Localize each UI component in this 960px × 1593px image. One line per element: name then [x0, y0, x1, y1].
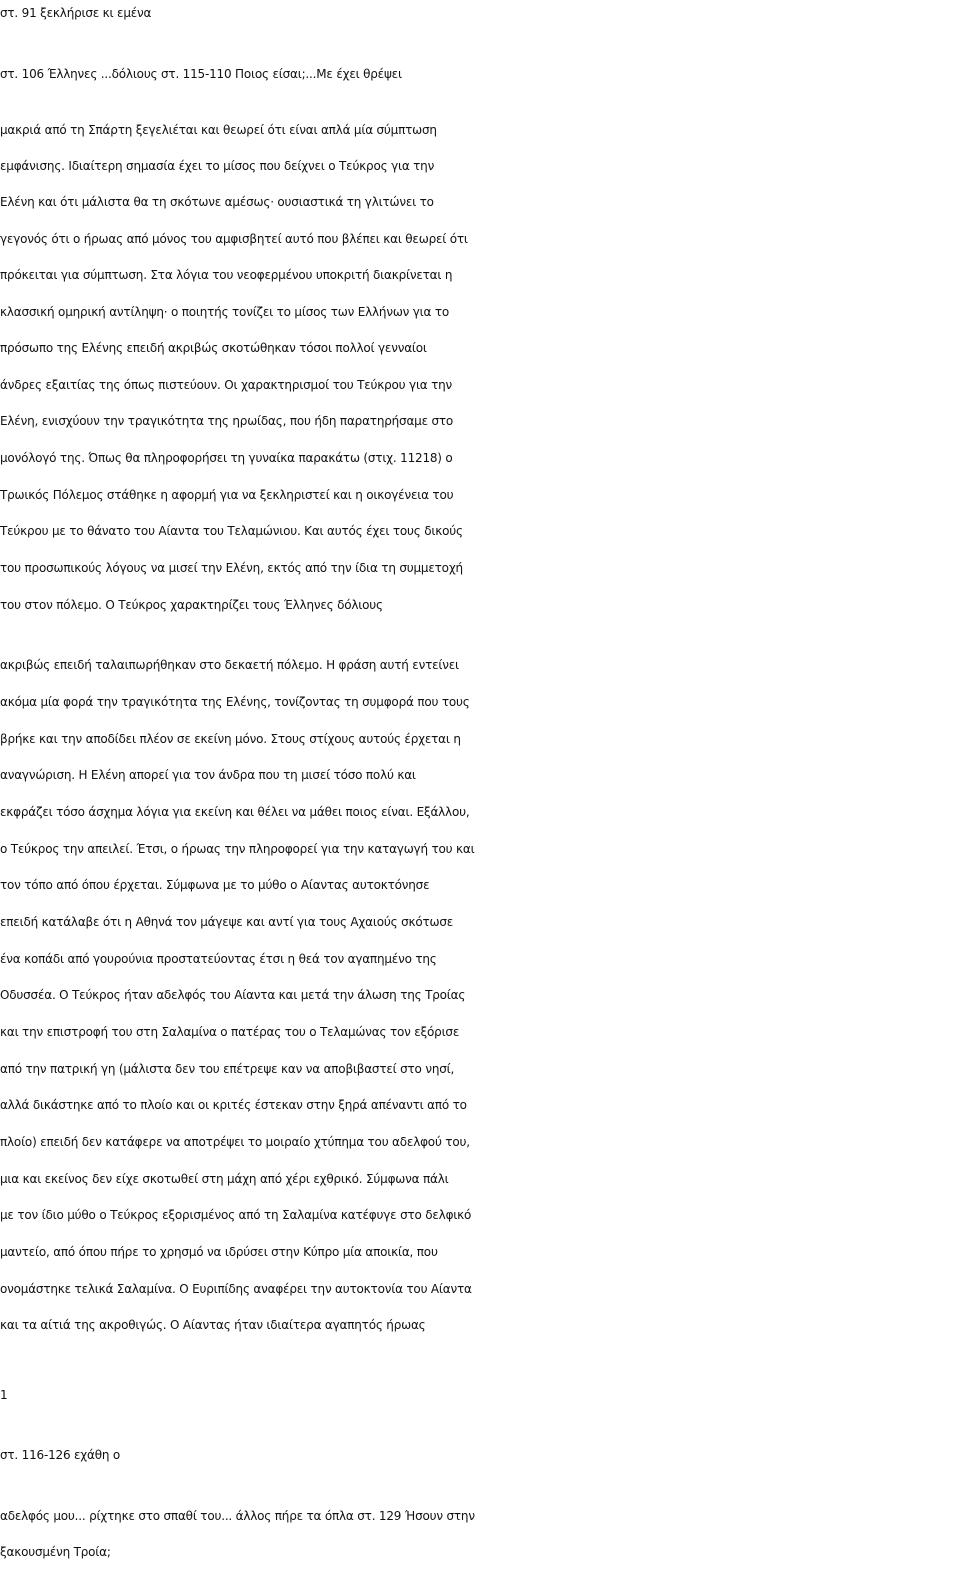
footnote-text: αδελφός μου... ρίχτηκε στο σπαθί του... άλλος πήρε τα όπλα στ. 129 Ήσουν στην: [0, 1509, 475, 1523]
footnote-text: ξακουσμένη Τροία;: [0, 1545, 111, 1559]
text-line: στ. 91 ξεκλήρισε κι εμένα: [0, 6, 152, 20]
text-line: ένα κοπάδι από γουρούνια προστατεύοντας έτσι η θεά τον αγαπημένο της: [0, 952, 437, 966]
text-line: ακριβώς επειδή ταλαιπωρήθηκαν στο δεκαετή πόλεμο. Η φράση αυτή εντείνει: [0, 658, 459, 672]
text-line: του στον πόλεμο. Ο Τεύκρος χαρακτηρίζει τους Έλληνες δόλιους: [0, 598, 383, 612]
text-line: από την πατρική γη (μάλιστα δεν του επέτρεψε καν να αποβιβαστεί στο νησί,: [0, 1062, 455, 1076]
text-line: ακόμα μία φορά την τραγικότητα της Ελένης, τονίζοντας τη συμφορά που τους: [0, 695, 470, 709]
text-line: γεγονός ότι ο ήρωας από μόνος του αμφισβητεί αυτό που βλέπει και θεωρεί ότι: [0, 232, 468, 246]
text-line: στ. 106 Έλληνες ...δόλιους στ. 115-110 Ποιος είσαι;...Με έχει θρέψει: [0, 67, 402, 81]
text-line: εμφάνισης. Ιδιαίτερη σημασία έχει το μίσος που δείχνει ο Τεύκρος για την: [0, 159, 435, 173]
text-line: μαντείο, από όπου πήρε το χρησμό να ιδρύσει στην Κύπρο μία αποικία, που: [0, 1245, 438, 1259]
text-line: τον τόπο από όπου έρχεται. Σύμφωνα με το μύθο ο Αίαντας αυτοκτόνησε: [0, 878, 430, 892]
text-line: Οδυσσέα. Ο Τεύκρος ήταν αδελφός του Αίαντα και μετά την άλωση της Τροίας: [0, 988, 466, 1002]
text-line: κλασσική ομηρική αντίληψη· ο ποιητής τονίζει το μίσος των Ελλήνων για το: [0, 305, 450, 319]
text-line: επειδή κατάλαβε ότι η Αθηνά τον μάγεψε και αντί για τους Αχαιούς σκότωσε: [0, 915, 454, 929]
text-line: αναγνώριση. Η Ελένη απορεί για τον άνδρα που τη μισεί τόσο πολύ και: [0, 768, 416, 782]
text-line: μονόλογό της. Όπως θα πληροφορήσει τη γυναίκα παρακάτω (στιχ. 11218) ο: [0, 451, 453, 465]
text-line: και την επιστροφή του στη Σαλαμίνα ο πατέρας του ο Τελαμώνας τον εξόρισε: [0, 1025, 460, 1039]
text-line: ο Τεύκρος την απειλεί. Έτσι, ο ήρωας την πληροφορεί για την καταγωγή του και: [0, 842, 475, 856]
footnote-number: 1: [0, 1388, 8, 1402]
footnote-text: στ. 116-126 εχάθη ο: [0, 1448, 121, 1462]
text-line: και τα αίτιά της ακροθιγώς. Ο Αίαντας ήταν ιδιαίτερα αγαπητός ήρωας: [0, 1318, 426, 1332]
text-line: Ελένη και ότι μάλιστα θα τη σκότωνε αμέσως· ουσιαστικά τη γλιτώνει το: [0, 195, 434, 209]
text-line: μια και εκείνος δεν είχε σκοτωθεί στη μάχη από χέρι εχθρικό. Σύμφωνα πάλι: [0, 1172, 449, 1186]
text-line: Τεύκρου με το θάνατο του Αίαντα του Τελαμώνιου. Και αυτός έχει τους δικούς: [0, 524, 463, 538]
text-line: του προσωπικούς λόγους να μισεί την Ελένη, εκτός από την ίδια τη συμμετοχή: [0, 561, 463, 575]
text-line: ονομάστηκε τελικά Σαλαμίνα. Ο Ευριπίδης αναφέρει την αυτοκτονία του Αίαντα: [0, 1282, 472, 1296]
text-line: πλοίο) επειδή δεν κατάφερε να αποτρέψει το μοιραίο χτύπημα του αδελφού του,: [0, 1135, 470, 1149]
text-line: άνδρες εξαιτίας της όπως πιστεύουν. Οι χαρακτηρισμοί του Τεύκρου για την: [0, 378, 453, 392]
text-line: εκφράζει τόσο άσχημα λόγια για εκείνη και θέλει να μάθει ποιος είναι. Εξάλλου,: [0, 805, 470, 819]
text-line: πρόκειται για σύμπτωση. Στα λόγια του νεοφερμένου υποκριτή διακρίνεται η: [0, 268, 453, 282]
text-line: αλλά δικάστηκε από το πλοίο και οι κριτές έστεκαν στην ξηρά απέναντι από το: [0, 1098, 467, 1112]
text-line: Τρωικός Πόλεμος στάθηκε η αφορμή για να ξεκληριστεί και η οικογένεια του: [0, 488, 454, 502]
text-line: Ελένη, ενισχύουν την τραγικότητα της ηρωίδας, που ήδη παρατηρήσαμε στο: [0, 414, 454, 428]
text-line: πρόσωπο της Ελένης επειδή ακριβώς σκοτώθηκαν τόσοι πολλοί γενναίοι: [0, 341, 427, 355]
text-line: βρήκε και την αποδίδει πλέον σε εκείνη μόνο. Στους στίχους αυτούς έρχεται η: [0, 732, 461, 746]
text-line: με τον ίδιο μύθο ο Τεύκρος εξορισμένος από τη Σαλαμίνα κατέφυγε στο δελφικό: [0, 1208, 472, 1222]
text-line: μακριά από τη Σπάρτη ξεγελιέται και θεωρεί ότι είναι απλά μία σύμπτωση: [0, 123, 437, 137]
